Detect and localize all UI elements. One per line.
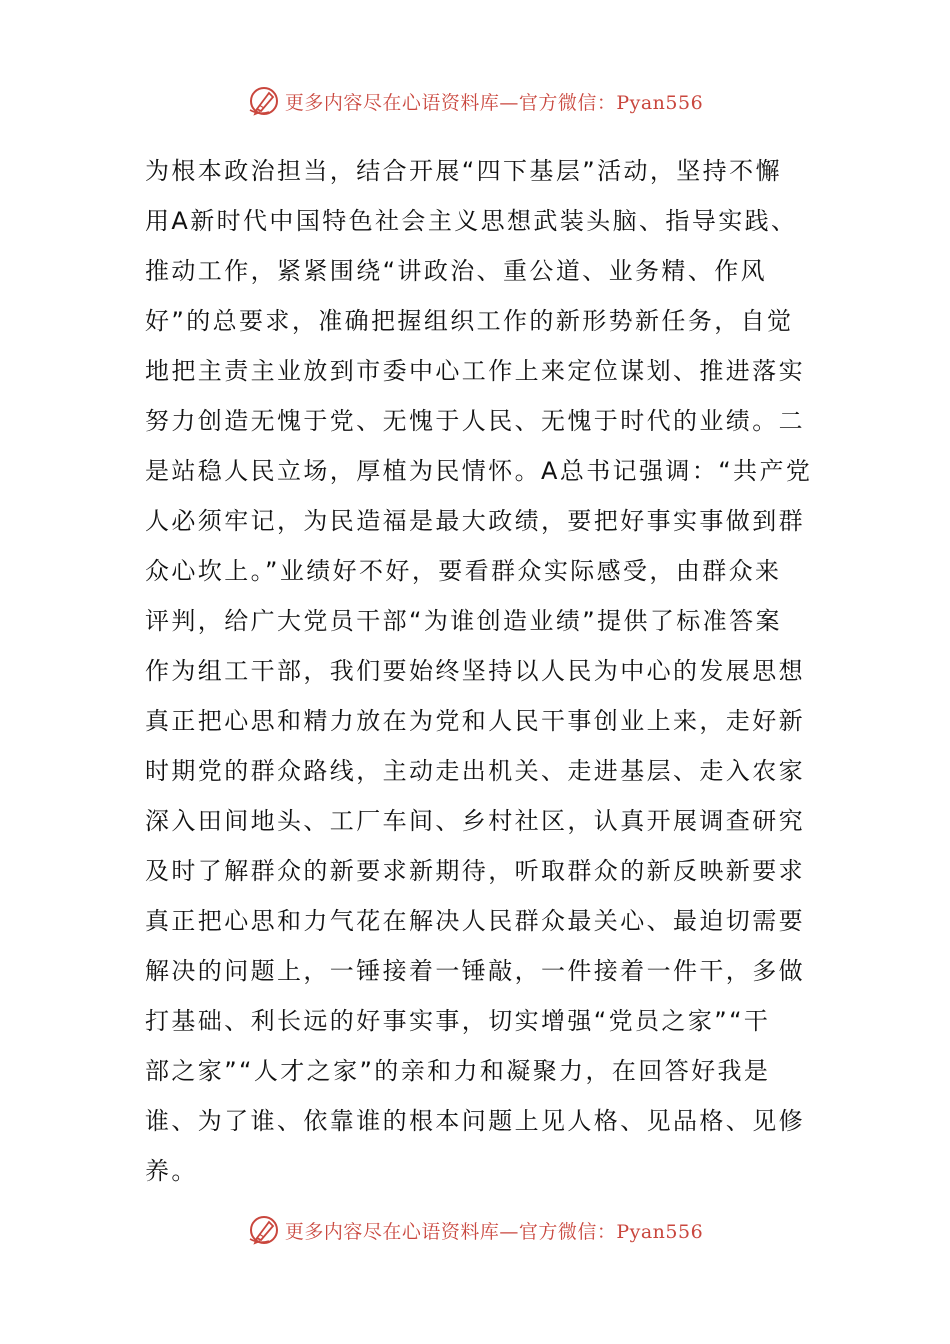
paragraph-line: 是站稳人民立场，厚植为民情怀。A总书记强调：“共产党	[145, 457, 813, 485]
footer-watermark	[0, 1210, 950, 1250]
paragraph-line: 好”的总要求，准确把握组织工作的新形势新任务，自觉	[145, 307, 794, 335]
paragraph-line: 谁、为了谁、依靠谁的根本问题上见人格、见品格、见修	[145, 1107, 805, 1135]
paragraph-line: 地把主责主业放到市委中心工作上来定位谋划、推进落实	[145, 357, 805, 385]
paragraph-line: 真正把心思和力气花在解决人民群众最关心、最迫切需要	[145, 907, 805, 935]
pen-nib-logo-icon	[247, 1213, 281, 1247]
paragraph-line: 及时了解群众的新要求新期待，听取群众的新反映新要求	[145, 857, 805, 885]
pen-nib-logo-icon	[247, 84, 281, 118]
paragraph-line: 养。	[145, 1157, 198, 1185]
document-body	[145, 146, 813, 1196]
paragraph-line: 真正把心思和精力放在为党和人民干事创业上来，走好新	[145, 707, 805, 735]
paragraph-line: 深入田间地头、工厂车间、乡村社区，认真开展调查研究	[145, 807, 805, 835]
paragraph-line: 为根本政治担当，结合开展“四下基层”活动，坚持不懈	[145, 157, 782, 185]
paragraph-line: 时期党的群众路线，主动走出机关、走进基层、走入农家	[145, 757, 805, 785]
footer-watermark-text: 更多内容尽在心语资料库—官方微信：Pyan556	[284, 1220, 704, 1243]
header-watermark	[0, 81, 950, 121]
paragraph-line: 用A新时代中国特色社会主义思想武装头脑、指导实践、	[145, 207, 798, 235]
paragraph-line: 评判，给广大党员干部“为谁创造业绩”提供了标准答案	[145, 607, 782, 635]
header-watermark-text: 更多内容尽在心语资料库—官方微信：Pyan556	[284, 91, 704, 114]
paragraph-line: 努力创造无愧于党、无愧于人民、无愧于时代的业绩。二	[145, 407, 805, 435]
paragraph-line: 解决的问题上，一锤接着一锤敲，一件接着一件干，多做	[145, 957, 805, 985]
paragraph-line: 人必须牢记，为民造福是最大政绩，要把好事实事做到群	[145, 507, 805, 535]
paragraph-line: 打基础、利长远的好事实事，切实增强“党员之家”“干	[145, 1007, 771, 1035]
paragraph-line: 部之家”“人才之家”的亲和力和凝聚力，在回答好我是	[145, 1057, 771, 1085]
paragraph-line: 作为组工干部，我们要始终坚持以人民为中心的发展思想	[145, 657, 805, 685]
paragraph-line: 众心坎上。”业绩好不好，要看群众实际感受，由群众来	[145, 557, 782, 585]
paragraph-line: 推动工作，紧紧围绕“讲政治、重公道、业务精、作风	[145, 257, 768, 285]
